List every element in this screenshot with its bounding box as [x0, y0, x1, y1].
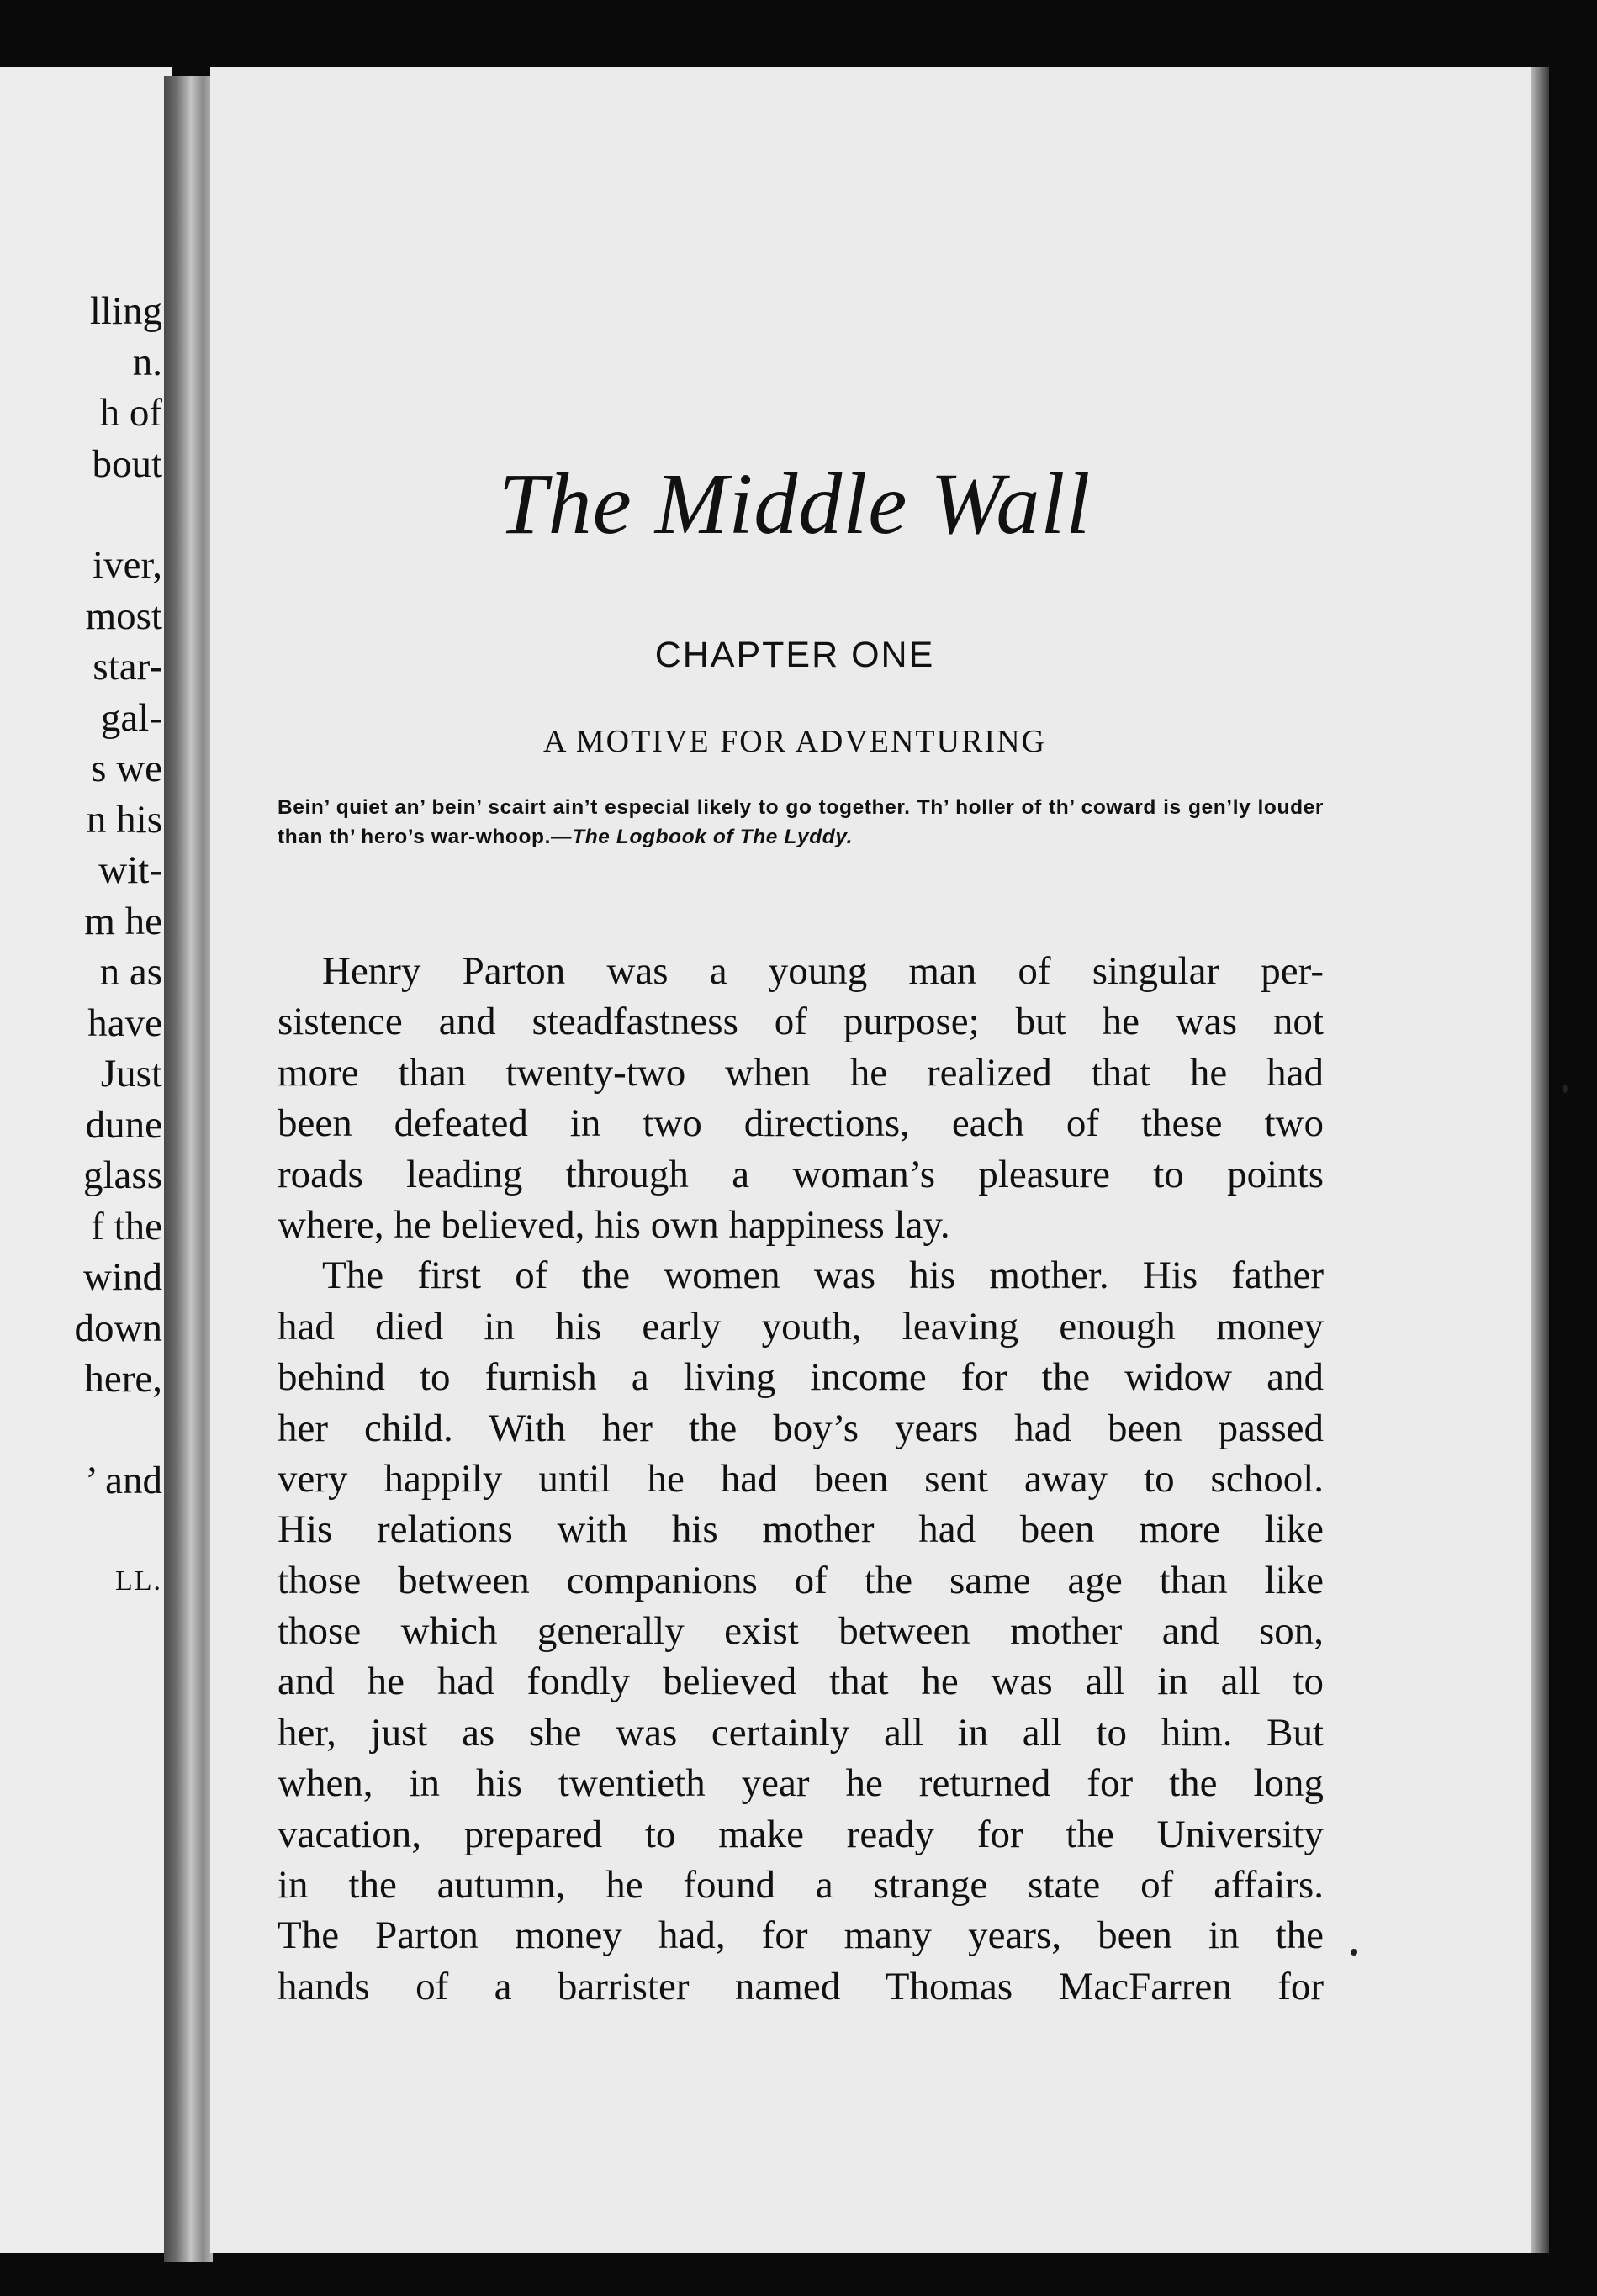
previous-page-line: here,: [84, 1357, 162, 1401]
body-line: sistence and steadfastness of purpose; but he was not: [278, 1000, 1324, 1044]
previous-page: [0, 67, 172, 2253]
previous-page-line: m he: [84, 899, 162, 943]
previous-page-line: n.: [132, 340, 162, 384]
epigraph-source: The Logbook of The Lyddy.: [572, 826, 854, 848]
body-line: behind to furnish a living income for the widow and: [278, 1355, 1324, 1400]
body-line: and he had fondly believed that he was all in all to: [278, 1660, 1324, 1704]
previous-page-line: n as: [99, 950, 162, 994]
body-line: in the autumn, he found a strange state of affairs.: [278, 1863, 1324, 1908]
book-title: The Middle Wall: [498, 456, 1092, 552]
body-line: Henry Parton was a young man of singular per-: [322, 949, 1324, 993]
previous-page-line: bout: [92, 441, 162, 486]
previous-page-line: Just: [100, 1052, 162, 1095]
previous-page-line: wit-: [98, 848, 162, 892]
previous-page-line: h of: [99, 391, 162, 435]
scan-speck: [1351, 1949, 1357, 1956]
body-line: roads leading through a woman’s pleasure to points: [278, 1152, 1324, 1196]
previous-page-last-line: LL.: [114, 1565, 162, 1597]
body-line: The Parton money had, for many years, been in the: [278, 1913, 1324, 1958]
body-line: been defeated in two directions, each of these two: [278, 1101, 1324, 1146]
epigraph-text: Bein’ quiet an’ bein’ scairt ain’t especial likely to go together. Th’ holler of th’ coward is gen’ly louder than th’ hero’s war-whoop.—: [278, 796, 1324, 848]
chapter-heading: CHAPTER ONE: [654, 635, 935, 675]
previous-page-line: star-: [93, 645, 162, 689]
previous-page-line: f the: [91, 1204, 162, 1248]
body-line: where, he believed, his own happiness lay.: [278, 1202, 950, 1247]
previous-page-line: lling: [89, 289, 162, 333]
previous-page-line: glass: [83, 1153, 162, 1197]
previous-page-line: ’ and: [85, 1458, 162, 1502]
body-line: hands of a barrister named Thomas MacFarren for: [278, 1964, 1324, 2008]
page-edge: [1531, 67, 1549, 2253]
body-line: when, in his twentieth year he returned for the long: [278, 1761, 1324, 1806]
body-line: more than twenty-two when he realized that he had: [278, 1050, 1324, 1095]
chapter-body: [278, 946, 1324, 2012]
previous-page-line: s we: [91, 747, 162, 790]
previous-page-line: gal-: [100, 695, 162, 740]
previous-page-line: most: [85, 594, 162, 638]
body-line: her child. With her the boy’s years had been passed: [278, 1406, 1324, 1450]
body-line: those between companions of the same age than like: [278, 1558, 1324, 1602]
body-line: His relations with his mother had been more like: [278, 1507, 1324, 1552]
body-line: vacation, prepared to make ready for the University: [278, 1812, 1324, 1856]
body-line: had died in his early youth, leaving enough money: [278, 1304, 1324, 1349]
previous-page-line: wind: [83, 1255, 162, 1299]
previous-page-line: n his: [86, 797, 162, 842]
body-line: her, just as she was certainly all in all to him. But: [278, 1710, 1324, 1755]
previous-page-line: have: [87, 1000, 162, 1045]
book-gutter: [164, 76, 213, 2262]
epigraph: [278, 793, 1324, 852]
scan-speck: [1563, 1085, 1568, 1093]
body-line: those which generally exist between mother and son,: [278, 1609, 1324, 1654]
chapter-subtitle: A MOTIVE FOR ADVENTURING: [543, 724, 1046, 759]
body-line: The first of the women was his mother. His father: [322, 1254, 1324, 1298]
previous-page-line: [75, 1405, 162, 1455]
previous-page-line: iver,: [93, 543, 162, 587]
previous-page-line: down: [74, 1306, 162, 1350]
body-line: very happily until he had been sent away to school.: [278, 1456, 1324, 1501]
previous-page-line: dune: [85, 1102, 162, 1147]
